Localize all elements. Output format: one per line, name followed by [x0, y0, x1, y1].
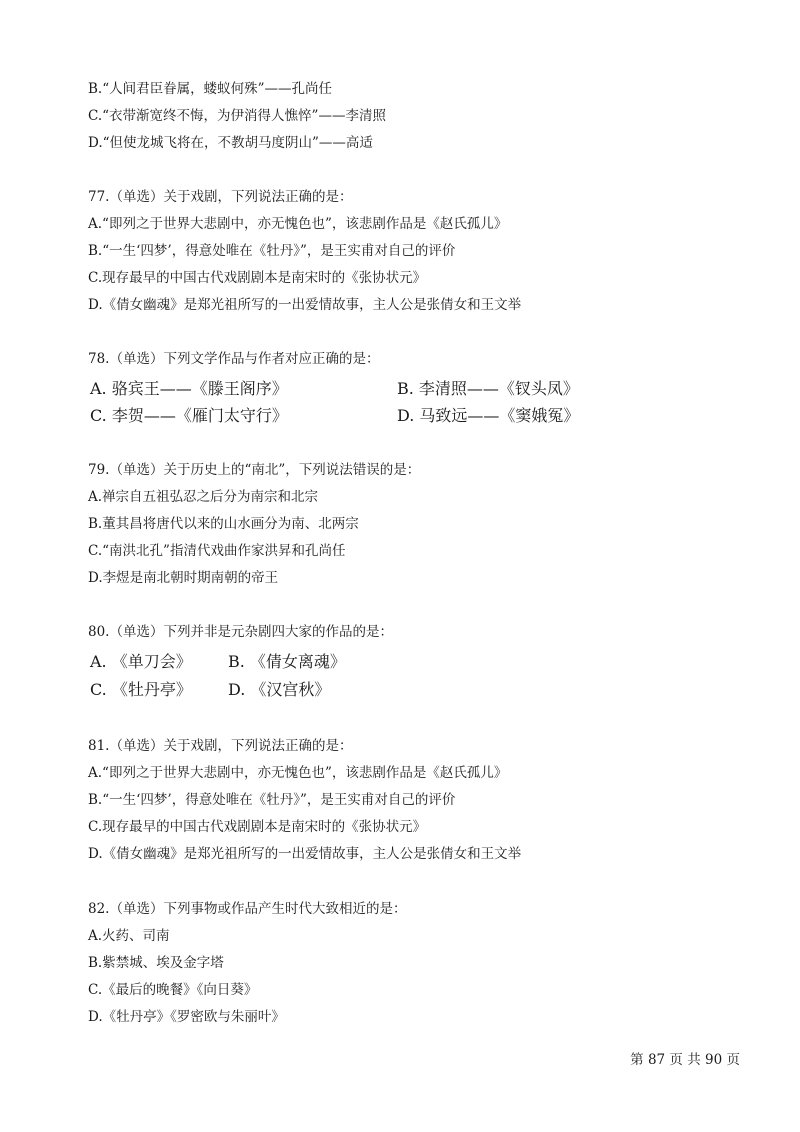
question-81-stem: 81.（单选）关于戏剧，下列说法正确的是：: [88, 738, 353, 754]
question-79-option-d: D.李煜是南北朝时期南朝的帝王: [88, 570, 279, 586]
question-78-option-d: D. 马致远——《窦娥冤》: [397, 406, 580, 425]
question-82-option-c: C.《最后的晚餐》《向日葵》: [88, 982, 258, 998]
page-number: 第 87 页 共 90 页: [630, 1052, 740, 1068]
question-80-stem: 80.（单选）下列并非是元杂剧四大家的作品的是：: [88, 624, 393, 640]
question-77-option-a: A.“即列之于世界大悲剧中，亦无愧色也”，该悲剧作品是《赵氏孤儿》: [88, 216, 508, 232]
question-80-option-a: A. 《单刀会》: [90, 652, 192, 671]
option-c: C.“衣带渐宽终不悔，为伊消得人憔悴”——李清照: [88, 108, 386, 124]
question-77-stem: 77.（单选）关于戏剧，下列说法正确的是：: [88, 189, 353, 205]
question-81-option-c: C.现存最早的中国古代戏剧剧本是南宋时的《张协状元》: [88, 819, 427, 835]
question-79-option-c: C.“南洪北孔”指清代戏曲作家洪昇和孔尚任: [88, 543, 346, 559]
question-79-option-b: B.董其昌将唐代以来的山水画分为南、北两宗: [88, 516, 359, 532]
question-78-option-c: C. 李贺——《雁门太守行》: [90, 406, 288, 425]
question-82-option-a: A.火药、司南: [88, 928, 170, 944]
question-81-option-a: A.“即列之于世界大悲剧中，亦无愧色也”，该悲剧作品是《赵氏孤儿》: [88, 765, 508, 781]
question-81-option-b: B.“一生‘四梦’，得意处唯在《牡丹》”，是王实甫对自己的评价: [88, 792, 456, 808]
question-82-option-b: B.紫禁城、埃及金字塔: [88, 955, 224, 971]
question-78-option-a: A. 骆宾王——《滕王阁序》: [90, 379, 288, 398]
question-77-option-d: D.《倩女幽魂》是郑光祖所写的一出爱情故事，主人公是张倩女和王文举: [88, 297, 522, 313]
option-b: B.“人间君臣眷属，蝼蚁何殊”——孔尚任: [88, 81, 333, 97]
question-78-option-b: B. 李清照——《钗头凤》: [397, 379, 579, 398]
question-79-option-a: A.禅宗自五祖弘忍之后分为南宗和北宗: [88, 489, 319, 505]
question-81-option-d: D.《倩女幽魂》是郑光祖所写的一出爱情故事，主人公是张倩女和王文举: [88, 846, 522, 862]
question-80-option-d: D. 《汉宫秋》: [228, 680, 331, 699]
question-77-option-c: C.现存最早的中国古代戏剧剧本是南宋时的《张协状元》: [88, 270, 427, 286]
question-82-option-d: D.《牡丹亭》《罗密欧与朱丽叶》: [88, 1009, 285, 1025]
option-d: D.“但使龙城飞将在，不教胡马度阴山”——高适: [88, 135, 373, 151]
question-79-stem: 79.（单选）关于历史上的“南北”，下列说法错误的是：: [88, 462, 421, 478]
question-80-option-b: B. 《倩女离魂》: [228, 652, 346, 671]
question-82-stem: 82.（单选）下列事物或作品产生时代大致相近的是：: [88, 901, 407, 917]
question-77-option-b: B.“一生‘四梦’，得意处唯在《牡丹》”，是王实甫对自己的评价: [88, 243, 456, 259]
question-80-option-c: C. 《牡丹亭》: [90, 680, 192, 699]
question-78-stem: 78.（单选）下列文学作品与作者对应正确的是：: [88, 351, 380, 367]
